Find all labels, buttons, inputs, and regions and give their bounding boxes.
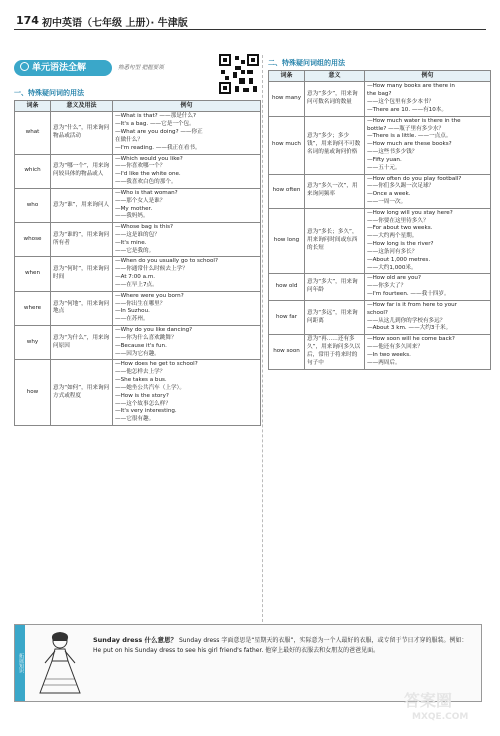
- term-cell: how many: [269, 82, 305, 116]
- term-cell: how: [15, 360, 51, 426]
- example-line: ——它很有趣。: [115, 416, 155, 423]
- example-line: —Who is that woman?: [115, 189, 178, 196]
- term-cell: why: [15, 326, 51, 360]
- usage-cell: 意为“为什么”，用来询问原因: [51, 326, 113, 360]
- usage-cell: 意为“多远”，用来询问距离: [305, 300, 365, 334]
- table-row: [269, 300, 491, 334]
- example-line: —It's very interesting.: [115, 408, 177, 415]
- example-line: —My mother.: [115, 205, 153, 212]
- example-cell: [113, 291, 261, 325]
- example-line: —I'm fourteen. ——我十四岁。: [367, 291, 450, 298]
- example-line: —At 7:00 a.m.: [115, 274, 156, 281]
- example-line: ——你喜欢哪一个？: [115, 163, 166, 170]
- example-line: ——这条河有多长？: [367, 248, 418, 255]
- table-row: [269, 116, 491, 174]
- example-cell: [113, 223, 261, 257]
- example-line: ——这是谁的包？: [115, 231, 160, 238]
- example-cell: [365, 274, 491, 300]
- example-line: ——大约1,000米。: [367, 264, 417, 271]
- book-title: 初中英语（七年级 上册）· 牛津版: [42, 18, 188, 29]
- example-line: ——在苏州。: [115, 316, 149, 323]
- example-line: ——这些书多少钱？: [367, 149, 418, 156]
- example-line: —What are you doing? ——你正: [115, 129, 203, 136]
- example-line: ——你为什么喜欢跳舞？: [115, 334, 177, 341]
- term-cell: how soon: [269, 335, 305, 369]
- example-cell: [113, 257, 261, 291]
- banner-subtitle: 熟悉句型 把握要领: [118, 65, 164, 71]
- example-cell: [365, 208, 491, 274]
- example-line: —Once a week.: [367, 191, 411, 198]
- example-line: 在做什么？: [115, 136, 143, 143]
- left-section-title: 一、特殊疑问词的用法: [14, 89, 84, 97]
- example-line: —What is that? ——那是什么?: [115, 113, 196, 120]
- usage-cell: 意为“哪一个”，用来询问较具体的物品或人: [51, 154, 113, 188]
- example-line: —How long is the river?: [367, 241, 434, 248]
- example-line: —Fifty yuan.: [367, 156, 402, 163]
- example-line: —It's a bag. ——它是一个包。: [115, 121, 195, 128]
- col-header: 意义: [305, 71, 365, 82]
- example-line: —How old are you?: [367, 275, 421, 282]
- example-line: —It's mine.: [115, 239, 147, 246]
- example-line: ——大约两个星期。: [367, 233, 418, 240]
- example-line: ——五十元。: [367, 164, 401, 171]
- extension-text: [93, 635, 473, 655]
- table-row: [15, 188, 261, 222]
- example-line: —How often do you play football?: [367, 175, 462, 182]
- example-line: bottle? ——瓶子里有多少水？: [367, 125, 445, 132]
- example-cell: [365, 116, 491, 174]
- table-header-row: [269, 71, 491, 82]
- term-cell: where: [15, 291, 51, 325]
- example-line: —About 3 km. ——大约3千米。: [367, 325, 452, 332]
- col-header: 例句: [113, 101, 261, 112]
- col-header: 词条: [15, 101, 51, 112]
- example-line: —I'm reading. ——我正在看书。: [115, 144, 201, 151]
- right-section-title: 二、特殊疑问词组的用法: [268, 59, 345, 67]
- example-line: ——他怎样去上学？: [115, 369, 166, 376]
- term-cell: how old: [269, 274, 305, 300]
- usage-cell: 意为“何时”，用来询问时间: [51, 257, 113, 291]
- example-line: ——我喜欢白色的那个。: [115, 179, 177, 186]
- example-cell: [113, 154, 261, 188]
- example-line: —I'd like the white one.: [115, 171, 181, 178]
- example-line: school?: [367, 309, 388, 316]
- example-line: —How does he get to school?: [115, 361, 198, 368]
- term-cell: how far: [269, 300, 305, 334]
- example-cell: [113, 112, 261, 154]
- example-line: —How many books are there in: [367, 83, 455, 90]
- example-line: —How far is it from here to your: [367, 301, 457, 308]
- example-line: —For about two weeks.: [367, 225, 433, 232]
- usage-cell: 意为“谁的”，用来询问所有者: [51, 223, 113, 257]
- example-line: ——两周后。: [367, 359, 401, 366]
- example-line: ——那个女人是谁？: [115, 197, 166, 204]
- example-line: ——你多大了？: [367, 283, 407, 290]
- usage-cell: 意为“多久一次”，用来询问频率: [305, 174, 365, 208]
- example-cell: [365, 82, 491, 116]
- example-line: ——在早上7点。: [115, 281, 158, 288]
- example-line: —Whose bag is this?: [115, 224, 173, 231]
- table-row: [269, 274, 491, 300]
- table-row: [15, 360, 261, 426]
- example-line: ——这个包里有多少本书？: [367, 99, 435, 106]
- example-line: —There is a little. ——一点点。: [367, 133, 452, 140]
- usage-cell: 意为“多少；多少钱”，用来询问不可数名词的量或询问价格: [305, 116, 365, 174]
- example-line: —In two weeks.: [367, 351, 411, 358]
- col-header: 例句: [365, 71, 491, 82]
- example-line: ——他还有多久回来？: [367, 344, 423, 351]
- table-row: [15, 291, 261, 325]
- example-cell: [113, 188, 261, 222]
- example-line: ——你出生在哪里？: [115, 300, 166, 307]
- usage-cell: 意为“何地”，用来询问地点: [51, 291, 113, 325]
- table-row: [15, 112, 261, 154]
- example-line: ——你要在这里待多久？: [367, 217, 429, 224]
- example-line: —How soon will he come back?: [367, 336, 455, 343]
- page-number: 174: [16, 14, 39, 27]
- table-header-row: [15, 101, 261, 112]
- usage-cell: 意为“多少”，用来询问可数名词的数量: [305, 82, 365, 116]
- example-line: —In Suzhou.: [115, 308, 150, 315]
- section-banner: [14, 60, 112, 76]
- extension-tag: 拓展知识: [15, 625, 25, 701]
- column-divider: [262, 55, 263, 652]
- table-row: [15, 154, 261, 188]
- example-line: ——你通常什么时候去上学？: [115, 266, 188, 273]
- usage-cell: 意为“谁”，用来询问人: [51, 188, 113, 222]
- left-grammar-table: [14, 100, 261, 426]
- circle-icon: [20, 62, 29, 71]
- example-line: —How is the story?: [115, 392, 169, 399]
- example-line: —How much are these books?: [367, 141, 452, 148]
- term-cell: whose: [15, 223, 51, 257]
- extension-title: Sunday dress 什么意思？: [93, 636, 178, 644]
- watermark-url: MXQE.COM: [412, 712, 469, 722]
- example-line: ——它是我的。: [115, 247, 155, 254]
- example-line: —Where were you born?: [115, 292, 184, 299]
- term-cell: which: [15, 154, 51, 188]
- extension-body: Sunday dress 字面意思是“星期天的衣服”，实际意为一个人最好的衣服，或专留于节日才穿的服装。例如：He put on his Sunday dress to see his girl friend's father. 他穿上最好的衣服去和女朋友的爸爸见面。: [93, 637, 468, 654]
- term-cell: what: [15, 112, 51, 154]
- example-line: —About 1,000 metres.: [367, 256, 431, 263]
- usage-cell: 意为“多大”，用来询问年龄: [305, 274, 365, 300]
- example-cell: [113, 326, 261, 360]
- col-header: 意义及用法: [51, 101, 113, 112]
- example-line: —Because it's fun.: [115, 342, 167, 349]
- table-row: [269, 174, 491, 208]
- usage-cell: 意为“多长；多久”，用来询问时间或东西的长短: [305, 208, 365, 274]
- example-cell: [113, 360, 261, 426]
- example-line: ——你们多久踢一次足球？: [367, 183, 435, 190]
- table-row: [15, 223, 261, 257]
- table-row: [269, 335, 491, 369]
- table-row: [269, 82, 491, 116]
- right-grammar-table: [268, 70, 491, 370]
- girl-in-dress-icon: [35, 629, 85, 699]
- col-header: 词条: [269, 71, 305, 82]
- usage-cell: 意为“再……还有多久”，用来询问多久以后，常用于将来时的句子中: [305, 335, 365, 369]
- term-cell: how much: [269, 116, 305, 174]
- example-line: —How much water is there in the: [367, 117, 461, 124]
- qr-code-icon[interactable]: [219, 54, 259, 96]
- example-line: —There are 10. ——有10本。: [367, 106, 447, 113]
- term-cell: how long: [269, 208, 305, 274]
- example-line: the bag?: [367, 91, 392, 98]
- example-line: —She takes a bus.: [115, 377, 167, 384]
- example-line: —Why do you like dancing?: [115, 327, 193, 334]
- term-cell: who: [15, 188, 51, 222]
- usage-cell: 意为“什么”，用来询问物品或活动: [51, 112, 113, 154]
- usage-cell: 意为“如何”，用来询问方式或程度: [51, 360, 113, 426]
- example-line: ——一周一次。: [367, 198, 407, 205]
- example-cell: [365, 174, 491, 208]
- term-cell: when: [15, 257, 51, 291]
- example-line: ——她坐公共汽车（上学）。: [115, 384, 185, 391]
- example-cell: [365, 300, 491, 334]
- table-row: [269, 208, 491, 274]
- example-line: —Which would you like?: [115, 155, 183, 162]
- table-row: [15, 326, 261, 360]
- example-cell: [365, 335, 491, 369]
- example-line: —When do you usually go to school?: [115, 258, 218, 265]
- example-line: ——我妈妈。: [115, 213, 149, 220]
- example-line: ——从这儿到你的学校有多远？: [367, 317, 446, 324]
- example-line: ——这个故事怎么样？: [115, 400, 171, 407]
- example-line: —How long will you stay here?: [367, 209, 453, 216]
- banner-title: 单元语法全解: [32, 63, 87, 73]
- table-row: [15, 257, 261, 291]
- header-rule: [14, 29, 486, 30]
- term-cell: how often: [269, 174, 305, 208]
- page-header: [14, 10, 486, 30]
- watermark-logo: 答案圈: [404, 691, 453, 710]
- example-line: ——因为它有趣。: [115, 350, 160, 357]
